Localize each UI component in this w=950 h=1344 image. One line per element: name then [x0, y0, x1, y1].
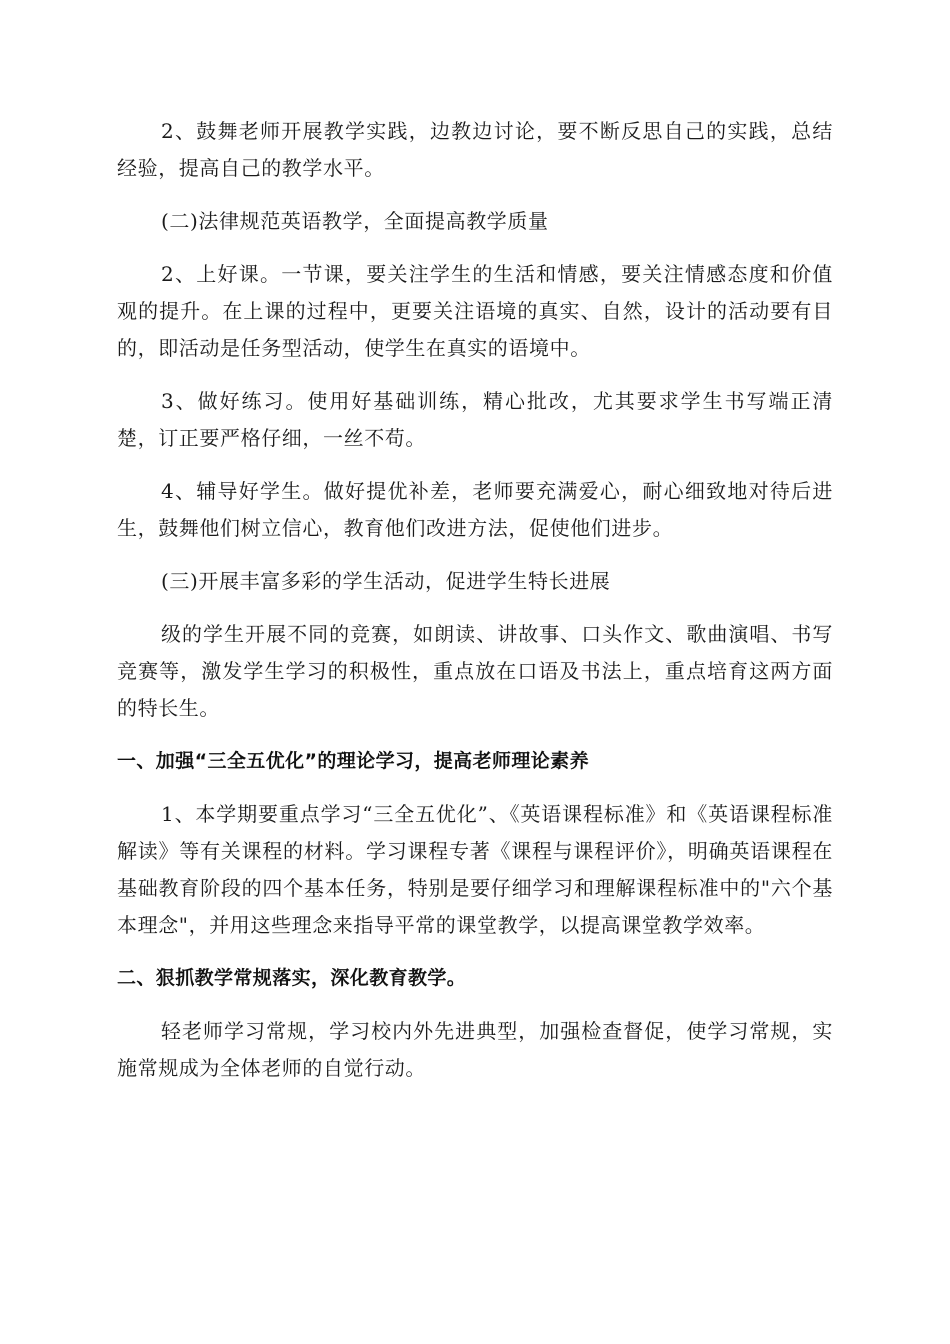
paragraph-good-lessons: 2、上好课。一节课，要关注学生的生活和情感，要关注情感态度和价值观的提升。在上课的过程中，更要关注语境的真实、自然，设计的活动要有目的，即活动是任务型活动，使学生在真实的语境中。	[117, 262, 833, 360]
paragraph-practice: 2、鼓舞老师开展教学实践，边教边讨论，要不断反思自己的实践，总结经验，提高自己的教学水平。	[117, 119, 833, 180]
paragraph-routine: 轻老师学习常规，学习校内外先进典型，加强检查督促，使学习常规，实施常规成为全体老师的自觉行动。	[117, 1019, 833, 1080]
paragraph-tutoring: 4、辅导好学生。做好提优补差，老师要充满爱心，耐心细致地对待后进生，鼓舞他们树立信心，教育他们改进方法，促使他们进步。	[117, 479, 833, 540]
document-body	[117, 113, 833, 1103]
subheading-standard-teaching: (二)法律规范英语教学，全面提高教学质量	[161, 209, 549, 233]
section-heading-theory: 一、加强“三全五优化”的理论学习，提高老师理论素养	[117, 750, 589, 772]
section-heading-routine: 二、狠抓教学常规落实，深化教育教学。	[117, 967, 467, 989]
paragraph-competitions: 级的学生开展不同的竞赛，如朗读、讲故事、口头作文、歌曲演唱、书写竞赛等，激发学生学习的积极性，重点放在口语及书法上，重点培育这两方面的特长生。	[117, 622, 833, 720]
paragraph-exercises: 3、做好练习。使用好基础训练，精心批改，尤其要求学生书写端正清楚，订正要严格仔细，一丝不苟。	[117, 389, 833, 450]
paragraph-curriculum-study: 1、本学期要重点学习“三全五优化”、《英语课程标准》和《英语课程标准解读》等有关课程的材料。学习课程专著《课程与课程评价》，明确英语课程在基础教育阶段的四个基本任务，特别是要仔细学习和理解课程标准中的"六个基本理念"，并用这些理念来指导平常的课堂教学，以提高课堂教学效率。	[117, 802, 833, 937]
subheading-student-activities: (三)开展丰富多彩的学生活动，促进学生特长进展	[161, 569, 611, 593]
